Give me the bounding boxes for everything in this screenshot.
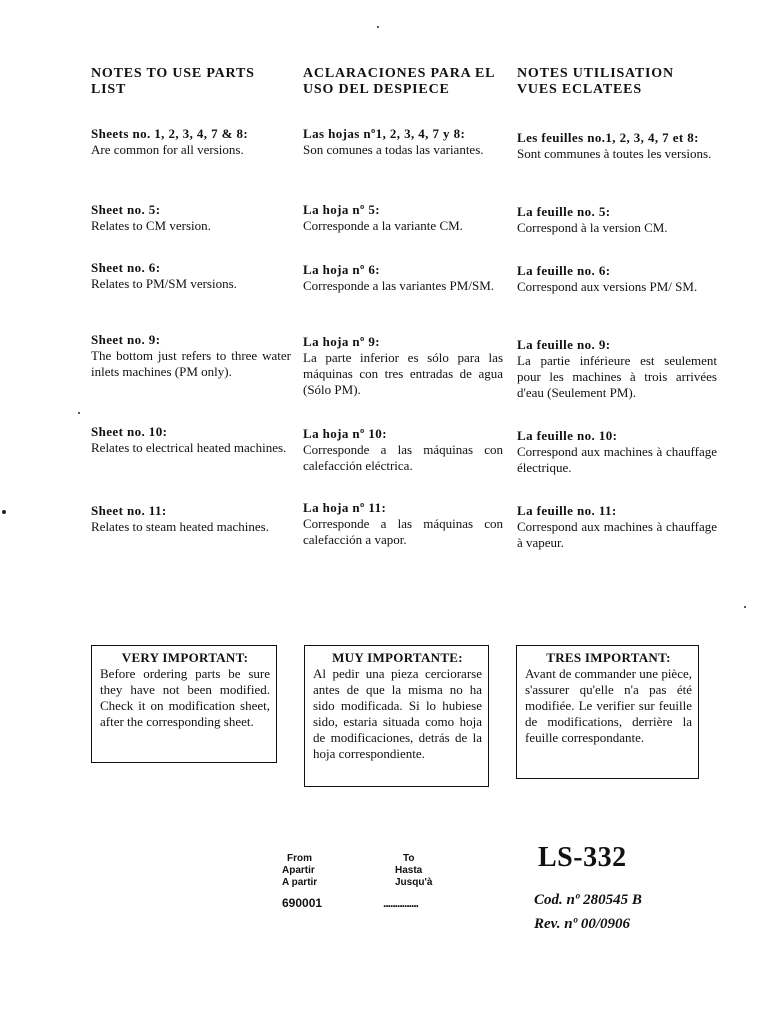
to-label: Hasta: [395, 865, 423, 876]
note-sheet-9: [91, 332, 291, 380]
note-sheet-6: [517, 263, 717, 295]
note-title: La hoja nº 9:: [303, 334, 381, 349]
note-title: La hoja nº 11:: [303, 500, 387, 515]
note-body: Are common for all versions.: [91, 142, 244, 157]
note-sheet-11: [517, 503, 717, 551]
note-sheet-5: [91, 202, 291, 234]
important-box-french: [516, 645, 699, 779]
note-sheet-6: [91, 260, 291, 292]
note-title: La hoja nº 5:: [303, 202, 381, 217]
note-sheet-5: [303, 202, 503, 234]
note-sheets-common: [517, 130, 717, 162]
note-body: Corresponde a la variante CM.: [303, 218, 463, 233]
note-body: Corresponde a las máquinas con calefacción a vapor.: [303, 516, 503, 547]
from-label: From: [287, 853, 312, 864]
box-title: VERY IMPORTANT:: [121, 650, 249, 665]
note-title: La feuille no. 11:: [517, 503, 617, 518]
note-sheets-common: [303, 126, 503, 158]
box-body: Al pedir una pieza cerciorarse antes de que la misma no ha sido modificada. Si lo hubiese sido, estaria situada como hoja de modificaciones, detrás de la hoja correspondiente.: [313, 666, 482, 761]
column-english: [91, 66, 291, 534]
box-body: Before ordering parts be sure they have not been modified. Check it on modification sheet, after the corresponding sheet.: [100, 666, 270, 729]
note-title: Sheet no. 11:: [91, 503, 167, 518]
note-sheet-10: [91, 424, 291, 456]
note-body: Correspond aux machines à chauffage à vapeur.: [517, 519, 717, 550]
note-body: Relates to PM/SM versions.: [91, 276, 237, 291]
note-body: Correspond aux machines à chauffage électrique.: [517, 444, 717, 475]
scan-speck: [377, 26, 379, 28]
serial-from: [282, 853, 322, 910]
note-title: Sheet no. 6:: [91, 260, 161, 275]
column-heading: NOTES UTILISATION VUES ECLATEES: [517, 66, 674, 97]
note-sheets-common: [91, 126, 291, 158]
from-label: A partir: [282, 877, 318, 888]
box-title: TRES IMPORTANT:: [546, 650, 671, 665]
note-body: Corresponde a las máquinas con calefacción eléctrica.: [303, 442, 503, 473]
note-title: La feuille no. 10:: [517, 428, 618, 443]
note-body: Relates to steam heated machines.: [91, 519, 269, 534]
note-body: Corresponde a las variantes PM/SM.: [303, 278, 495, 293]
note-title: La hoja nº 10:: [303, 426, 387, 441]
model-number: LS-332: [538, 842, 627, 873]
note-body: Correspond à la version CM.: [517, 220, 668, 235]
note-title: La feuille no. 5:: [517, 204, 611, 219]
note-body: La parte inferior es sólo para las máquinas con tres entradas de agua (Sólo PM).: [303, 350, 503, 397]
from-value: 690001: [282, 896, 323, 910]
note-sheet-10: [303, 426, 503, 474]
column-spanish: [303, 66, 503, 547]
from-label: Apartir: [282, 865, 315, 876]
important-box-english: [91, 645, 277, 763]
column-heading: ACLARACIONES PARA EL USO DEL DESPIECE: [303, 66, 495, 97]
box-title: MUY IMPORTANTE:: [332, 650, 463, 665]
note-title: Sheets no. 1, 2, 3, 4, 7 & 8:: [91, 126, 249, 141]
note-body: The bottom just refers to three water inlets machines (PM only).: [91, 348, 291, 379]
note-title: La hoja nº 6:: [303, 262, 381, 277]
note-sheet-5: [517, 204, 717, 236]
note-sheet-11: [303, 500, 503, 548]
to-label: Jusqu'à: [395, 877, 433, 888]
scan-speck: [744, 606, 746, 608]
note-body: Sont communes à toutes les versions.: [517, 146, 712, 161]
code-number: Cod. nº 280545 B: [534, 892, 642, 908]
note-sheet-9: [303, 334, 503, 398]
note-title: Las hojas nº1, 2, 3, 4, 7 y 8:: [303, 126, 466, 141]
note-title: Sheet no. 10:: [91, 424, 168, 439]
note-title: La feuille no. 9:: [517, 337, 611, 352]
note-sheet-10: [517, 428, 717, 476]
important-box-spanish: [304, 645, 489, 787]
to-value: ...............: [383, 896, 419, 910]
note-sheet-6: [303, 262, 503, 294]
note-body: Correspond aux versions PM/ SM.: [517, 279, 698, 294]
scan-speck: [78, 412, 80, 414]
note-sheet-9: [517, 337, 717, 401]
revision-number: Rev. nº 00/0906: [534, 916, 631, 932]
box-body: Avant de commander une pièce, s'assurer qu'elle n'a pas été modifiée. Le verifier sur feuille de modifications, derrière la feuille correspondante.: [525, 666, 692, 745]
note-body: Son comunes a todas las variantes.: [303, 142, 484, 157]
note-title: La feuille no. 6:: [517, 263, 611, 278]
note-title: Sheet no. 5:: [91, 202, 161, 217]
serial-to: [383, 853, 432, 910]
column-french: [517, 66, 717, 550]
note-body: Relates to CM version.: [91, 218, 211, 233]
note-sheet-11: [91, 503, 291, 535]
to-label: To: [403, 853, 415, 864]
column-heading: NOTES TO USE PARTS LIST: [91, 66, 255, 97]
note-body: La partie inférieure est seulement pour les machines à trois arrivées d'eau (Seulement PM).: [517, 353, 717, 400]
note-title: Sheet no. 9:: [91, 332, 161, 347]
scan-speck: [2, 510, 6, 514]
note-title: Les feuilles no.1, 2, 3, 4, 7 et 8:: [517, 130, 699, 145]
note-body: Relates to electrical heated machines.: [91, 440, 287, 455]
